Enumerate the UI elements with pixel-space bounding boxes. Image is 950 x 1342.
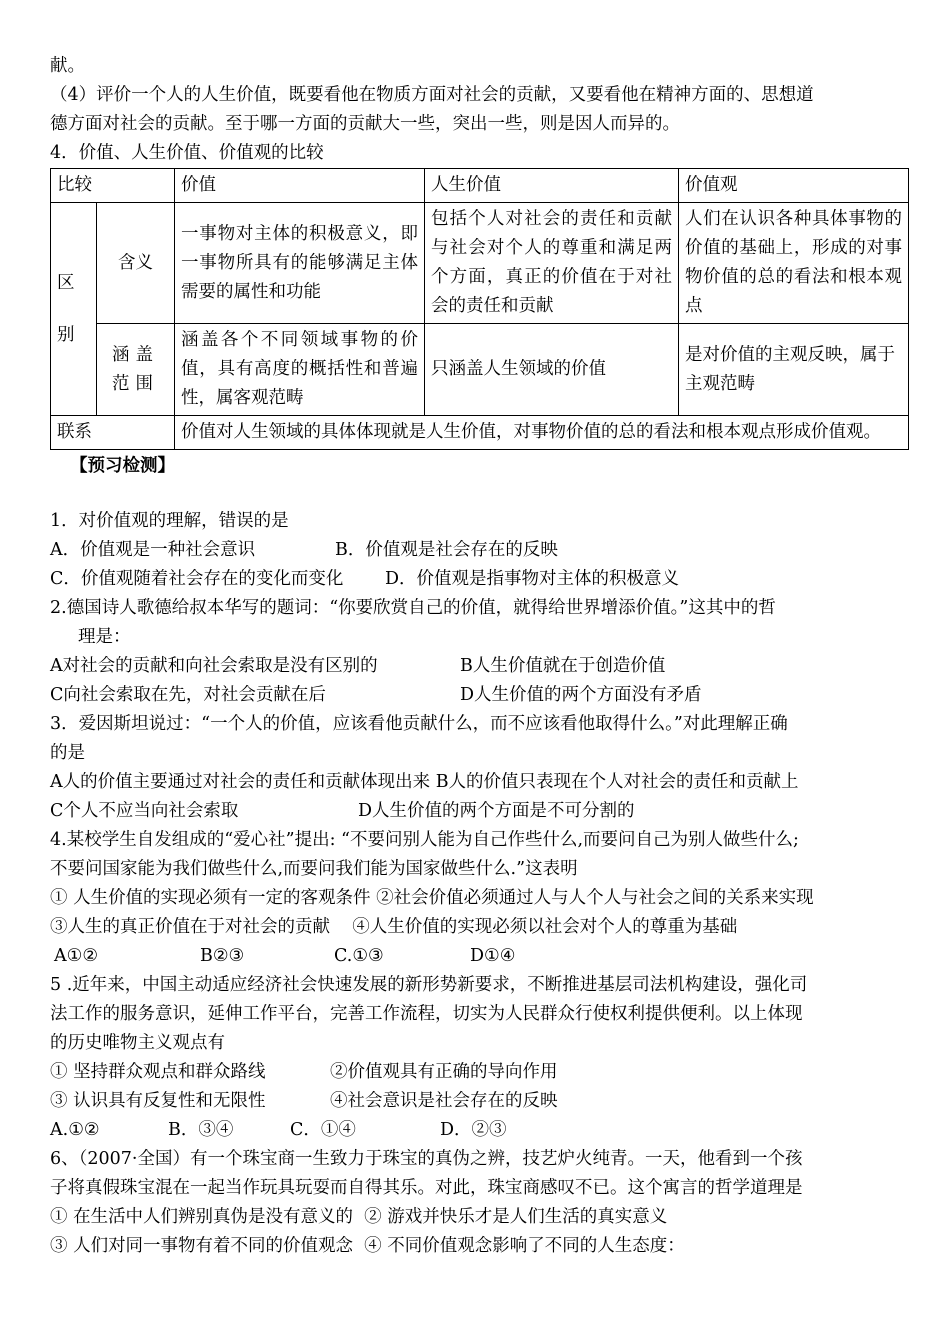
options-row: [50, 536, 910, 565]
options-row: [50, 797, 910, 826]
question-stem: 3．爱因斯坦说过：“一个人的价值，应该看他贡献什么，而不应该看他取得什么。”对此理解正确: [50, 714, 788, 734]
question-stem: 法工作的服务意识，延伸工作平台，完善工作流程，切实为人民群众行使权利提供便利。以上体现: [50, 1004, 803, 1024]
group-label-cell: [51, 203, 97, 416]
question-stem: 1．对价值观的理解，错误的是: [50, 511, 289, 531]
document-page: [50, 52, 910, 1261]
text-line: 献。: [50, 56, 85, 76]
option-d: D．价值观是指事物对主体的积极意义: [385, 569, 680, 589]
question-stem: 2.德国诗人歌德给叔本华写的题词：“你要欣赏自己的价值，就得给世界增添价值。”这其中的哲: [50, 598, 776, 618]
option-a: A.①②: [50, 1120, 100, 1140]
table-row: [51, 416, 909, 450]
option-a: A对社会的贡献和向社会索取是没有区别的: [50, 656, 378, 676]
options-row: [50, 565, 910, 594]
statement-row: ① 人生价值的实现必须有一定的客观条件 ②社会价值必须通过人与人个人与社会之间的关系来实现: [50, 888, 814, 908]
statement-row: [50, 1087, 910, 1116]
option-b: B．③④: [168, 1120, 234, 1140]
section-title: 【预习检测】: [70, 456, 175, 476]
table-header-cell: 比较: [51, 169, 175, 203]
row-label-cell: 涵盖范围: [97, 324, 175, 416]
options-row: A人的价值主要通过对社会的责任和贡献体现出来 B人的价值只表现在个人对社会的责任和贡献上: [50, 772, 799, 792]
statement-row: ③ 人们对同一事物有着不同的价值观念 ④ 不同价值观念影响了不同的人生态度：: [50, 1236, 685, 1256]
question-stem: 的历史唯物主义观点有: [50, 1033, 225, 1053]
options-row: [50, 1116, 910, 1145]
group-label: 区别: [57, 273, 75, 345]
option-d: D人生价值的两个方面没有矛盾: [460, 685, 702, 705]
question-stem: 理是：: [78, 627, 131, 647]
table-cell: 只涵盖人生领域的价值: [425, 324, 679, 416]
table-header-cell: 价值: [175, 169, 425, 203]
statement: ②价值观具有正确的导向作用: [330, 1062, 558, 1082]
option-b: B人生价值就在于创造价值: [460, 656, 666, 676]
table-header-cell: 人生价值: [425, 169, 679, 203]
table-cell: 涵盖各个不同领域事物的价值，具有高度的概括性和普遍性，属客观范畴: [175, 324, 425, 416]
question-stem: 4.某校学生自发组成的“爱心社”提出: “不要问别人能为自己作些什么,而要问自己为别人做些什么;: [50, 830, 799, 850]
option-a: A．价值观是一种社会意识: [50, 540, 256, 560]
options-row: [50, 652, 910, 681]
option-c: C向社会索取在先，对社会贡献在后: [50, 685, 326, 705]
options-row: [50, 681, 910, 710]
option-c: C个人不应当向社会索取: [50, 801, 239, 821]
options-row: [50, 942, 910, 971]
option-a: A①②: [54, 946, 99, 966]
option-c: C．①④: [290, 1120, 356, 1140]
option-b: B②③: [200, 946, 245, 966]
table-cell: 价值对人生领域的具体体现就是人生价值，对事物价值的总的看法和根本观点形成价值观。: [175, 416, 909, 450]
table-cell: 人们在认识各种具体事物的价值的基础上，形成的对事物价值的总的看法和根本观点: [679, 203, 909, 324]
comparison-table: [50, 168, 909, 450]
option-d: D①④: [470, 946, 516, 966]
row-label-cell: 含义: [97, 203, 175, 324]
statement-row: ① 在生活中人们辨别真伪是没有意义的 ② 游戏并快乐才是人们生活的真实意义: [50, 1207, 668, 1227]
option-c: C.①③: [334, 946, 384, 966]
text-line: 4．价值、人生价值、价值观的比较: [50, 143, 324, 163]
table-row: [51, 203, 909, 324]
question-stem: 5 .近年来，中国主动适应经济社会快速发展的新形势新要求，不断推进基层司法机构建设，强化司: [50, 975, 808, 995]
statement-row: [50, 1058, 910, 1087]
spacer: [50, 481, 910, 507]
statement: ① 坚持群众观点和群众路线: [50, 1062, 266, 1082]
table-header-row: [51, 169, 909, 203]
table-cell: 一事物对主体的积极意义，即一事物所具有的能够满足主体需要的属性和功能: [175, 203, 425, 324]
table-row: [51, 324, 909, 416]
table-cell: 是对价值的主观反映，属于主观范畴: [679, 324, 909, 416]
question-stem: 子将真假珠宝混在一起当作玩具玩耍而自得其乐。对此，珠宝商感叹不已。这个寓言的哲学道理是: [50, 1178, 803, 1198]
question-stem: 的是: [50, 743, 85, 763]
option-b: B．价值观是社会存在的反映: [335, 540, 558, 560]
table-cell: 包括个人对社会的责任和贡献与社会对个人的尊重和满足两个方面，真正的价值在于对社会的责任和贡献: [425, 203, 679, 324]
statement-row: ③人生的真正价值在于对社会的贡献 ④人生价值的实现必须以社会对个人的尊重为基础: [50, 917, 738, 937]
row-label-cell: 联系: [51, 416, 175, 450]
question-stem: 不要问国家能为我们做些什么,而要问我们能为国家做些什么.”这表明: [50, 859, 578, 879]
option-d: D人生价值的两个方面是不可分割的: [358, 801, 635, 821]
statement: ③ 认识具有反复性和无限性: [50, 1091, 266, 1111]
option-c: C．价值观随着社会存在的变化而变化: [50, 569, 344, 589]
text-line: （4）评价一个人的人生价值，既要看他在物质方面对社会的贡献，又要看他在精神方面的、思想道: [50, 85, 814, 105]
statement: ④社会意识是社会存在的反映: [330, 1091, 558, 1111]
question-stem: 6、（2007·全国）有一个珠宝商一生致力于珠宝的真伪之辨，技艺炉火纯青。一天，他看到一个孩: [50, 1149, 803, 1169]
option-d: D．②③: [440, 1120, 507, 1140]
text-line: 德方面对社会的贡献。至于哪一方面的贡献大一些，突出一些，则是因人而异的。: [50, 114, 680, 134]
table-header-cell: 价值观: [679, 169, 909, 203]
